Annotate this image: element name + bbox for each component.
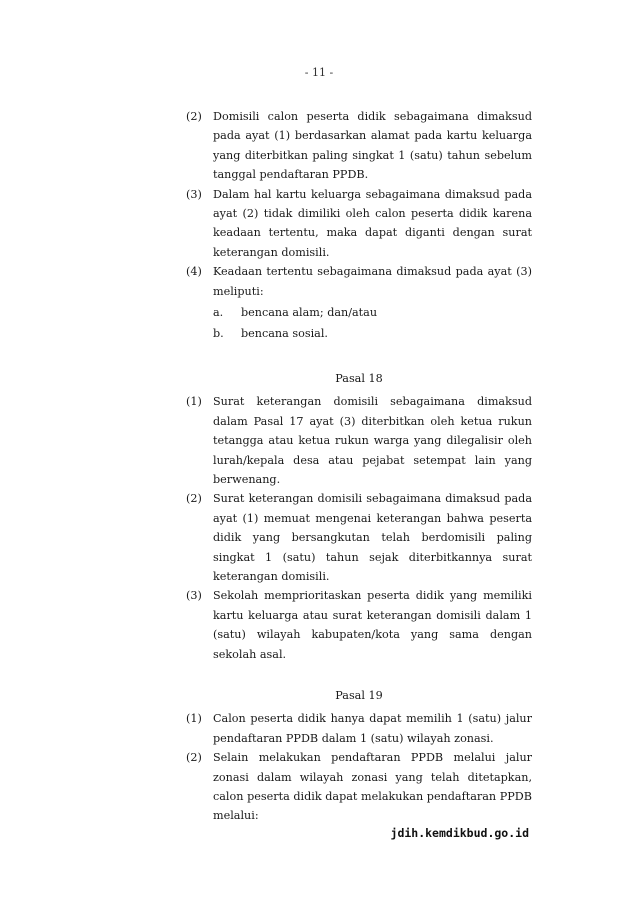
ayat-text: Surat keterangan domisili sebagaimana dimaksud pada ayat (1) memuat mengenai keterangan bahwa peserta didik yang bersangkutan telah berdomisili paling singkat 1 (satu) tahun sejak diterbitkannya surat keterangan domisili. bbox=[213, 492, 532, 583]
pasal-18 bbox=[186, 369, 532, 664]
ayat-item bbox=[186, 586, 532, 664]
ayat-item bbox=[186, 185, 532, 263]
sub-item-label: a. bbox=[213, 306, 224, 320]
ayat-text: Surat keterangan domisili sebagaimana dimaksud dalam Pasal 17 ayat (3) diterbitkan oleh ketua rukun tetangga atau ketua rukun warga yang dilegalisir oleh lurah/kepala desa atau pejabat setempat lain yang berwenang. bbox=[213, 395, 532, 486]
sub-item-text: bencana alam; dan/atau bbox=[241, 306, 378, 320]
sub-item bbox=[213, 303, 532, 322]
pasal-heading: Pasal 18 bbox=[335, 371, 383, 385]
sub-item bbox=[213, 324, 532, 343]
ayat-text: Sekolah memprioritaskan peserta didik yang memiliki kartu keluarga atau surat keterangan domisili dalam 1 (satu) wilayah kabupaten/kota yang sama dengan sekolah asal. bbox=[213, 589, 532, 661]
pasal-17-continuation bbox=[186, 107, 532, 344]
ayat-number: (2) bbox=[186, 751, 202, 765]
sub-item-text: bencana sosial. bbox=[241, 327, 328, 341]
ayat-item bbox=[186, 107, 532, 185]
document-body bbox=[186, 107, 532, 826]
ayat-number: (4) bbox=[186, 265, 202, 279]
ayat-item bbox=[186, 748, 532, 826]
ayat-item bbox=[186, 709, 532, 748]
pasal-19 bbox=[186, 686, 532, 826]
page-number: - 11 - bbox=[304, 66, 334, 79]
ayat-number: (1) bbox=[186, 712, 202, 726]
ayat-text: Calon peserta didik hanya dapat memilih 1 (satu) jalur pendaftaran PPDB dalam 1 (satu) wilayah zonasi. bbox=[213, 712, 532, 745]
ayat-item bbox=[186, 262, 532, 301]
sub-item-label: b. bbox=[213, 327, 224, 341]
ayat-item bbox=[186, 489, 532, 586]
ayat-number: (1) bbox=[186, 395, 202, 409]
ayat-text: Selain melakukan pendaftaran PPDB melalui jalur zonasi dalam wilayah zonasi yang telah ditetapkan, calon peserta didik dapat melakukan pendaftaran PPDB melalui: bbox=[213, 751, 532, 823]
ayat-text: Dalam hal kartu keluarga sebagaimana dimaksud pada ayat (2) tidak dimiliki oleh calon peserta didik karena keadaan tertentu, maka dapat diganti dengan surat keterangan domisili. bbox=[213, 187, 532, 259]
ayat-number: (2) bbox=[186, 110, 202, 123]
footer-url: jdih.kemdikbud.go.id bbox=[390, 826, 529, 840]
ayat-number: (3) bbox=[186, 187, 202, 201]
pasal-heading: Pasal 19 bbox=[335, 688, 383, 702]
ayat-text: Domisili calon peserta didik sebagaimana dimaksud pada ayat (1) berdasarkan alamat pada kartu keluarga yang diterbitkan paling singkat 1 (satu) tahun sebelum tanggal pendaftaran PPDB. bbox=[213, 110, 532, 182]
ayat-number: (2) bbox=[186, 492, 202, 506]
ayat-number: (3) bbox=[186, 589, 202, 603]
ayat-item bbox=[186, 392, 532, 489]
ayat-text: Keadaan tertentu sebagaimana dimaksud pada ayat (3) meliputi: bbox=[213, 265, 532, 298]
